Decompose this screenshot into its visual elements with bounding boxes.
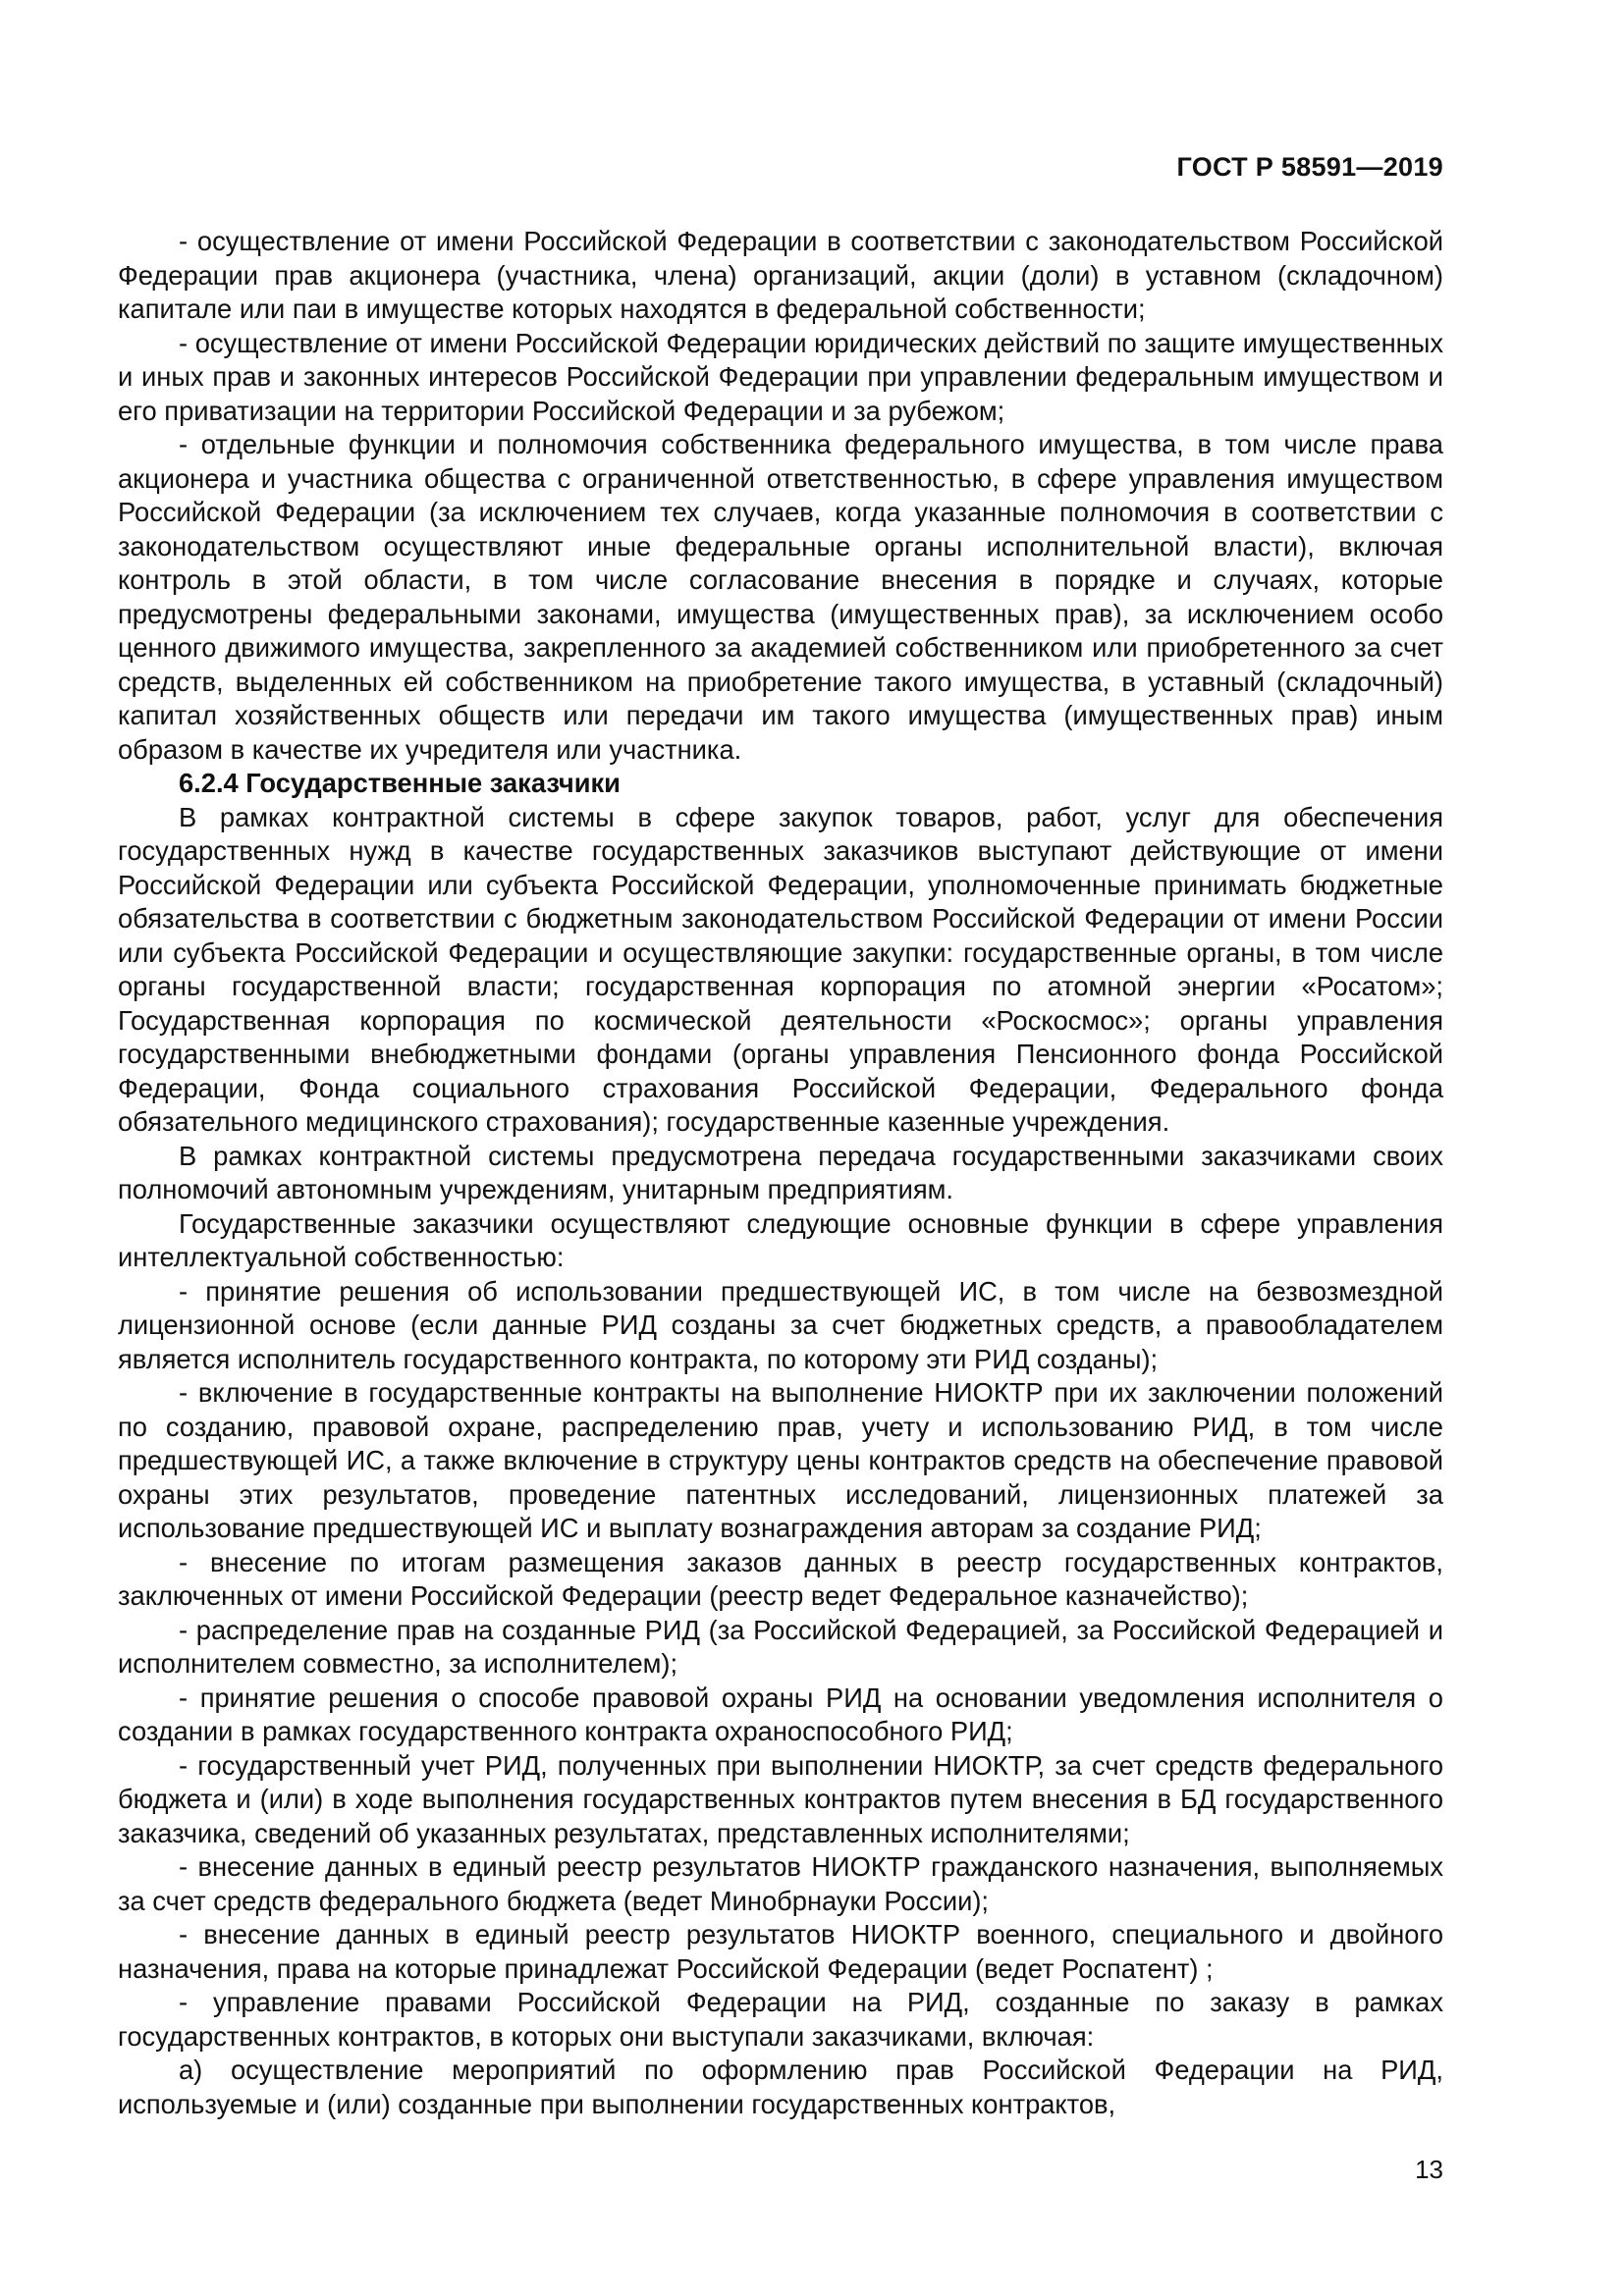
paragraph: - принятие решения о способе правовой охраны РИД на основании уведомления исполнителя о создании в рамках государственного контракта охраноспособного РИД;: [118, 1682, 1443, 1746]
section-heading: 6.2.4 Государственные заказчики: [179, 768, 621, 798]
paragraph: - государственный учет РИД, полученных при выполнении НИОКТР, за счет средств федерального бюджета и (или) в ходе выполнения государственных контрактов путем внесения в БД государственного заказчика, сведений об указанных результатах, представленных исполнителями;: [118, 1749, 1443, 1848]
paragraph: - распределение прав на созданные РИД (за Российской Федерацией, за Российской Федерацией и исполнителем совместно, за исполнителем);: [118, 1614, 1443, 1679]
paragraph: - внесение данных в единый реестр результатов НИОКТР гражданского назначения, выполняемых за счет средств федерального бюджета (ведет Минобрнауки России);: [118, 1851, 1443, 1916]
paragraph: - включение в государственные контракты на выполнение НИОКТР при их заключении положений по созданию, правовой охране, распределению прав, учету и использованию РИД, в том числе предшествующей ИС, а также включение в структуру цены контрактов средств на обеспечение правовой охраны этих результатов, проведение патентных исследований, лицензионных платежей за использование предшествующей ИС и выплату вознаграждения авторам за создание РИД;: [118, 1377, 1443, 1543]
paragraph: - внесение по итогам размещения заказов данных в реестр государственных контрактов, заключенных от имени Российской Федерации (реестр ведет Федеральное казначейство);: [118, 1546, 1443, 1611]
paragraph: - управление правами Российской Федерации на РИД, созданные по заказу в рамках государственных контрактов, в которых они выступали заказчиками, включая:: [118, 1987, 1443, 2052]
paragraph: - принятие решения об использовании предшествующей ИС, в том числе на безвозмездной лицензионной основе (если данные РИД созданы за счет бюджетных средств, а правообладателем является исполнитель государственного контракта, по которому эти РИД созданы);: [118, 1275, 1443, 1374]
paragraph: - отдельные функции и полномочия собственника федерального имущества, в том числе права акционера и участника общества с ограниченной ответственностью, в сфере управления имуществом Российской Федерации (за исключением тех случаев, когда указанные полномочия в соответствии с законодательством осуществляют иные федеральные органы исполнительной власти), включая контроль в этой области, в том числе согласование внесения в порядке и случаях, которые предусмотрены федеральными законами, имущества (имущественных прав), за исключением особо ценного движимого имущества, закрепленного за академией собственником или приобретенного за счет средств, выделенных ей собственником на приобретение такого имущества, в уставный (складочный) капитал хозяйственных обществ или передачи им такого имущества (имущественных прав) иным образом в качестве их учредителя или участника.: [118, 429, 1443, 765]
paragraph: а) осуществление мероприятий по оформлению прав Российской Федерации на РИД, используемые и (или) созданные при выполнении государственных контрактов,: [118, 2055, 1443, 2119]
paragraph: - осуществление от имени Российской Федерации юридических действий по защите имущественных и иных прав и законных интересов Российской Федерации при управлении федеральным имуществом и его приватизации на территории Российской Федерации и за рубежом;: [118, 327, 1443, 426]
paragraph: Государственные заказчики осуществляют следующие основные функции в сфере управления интеллектуальной собственностью:: [118, 1207, 1443, 1272]
document-code-header: ГОСТ Р 58591—2019: [1176, 152, 1443, 182]
paragraph: В рамках контрактной системы в сфере закупок товаров, работ, услуг для обеспечения государственных нужд в качестве государственных заказчиков выступают действующие от имени Российской Федерации или субъекта Российской Федерации, уполномоченные принимать бюджетные обязательства в соответствии с бюджетным законодательством Российской Федерации от имени России или субъекта Российской Федерации и осуществляющие закупки: государственные органы, в том числе органы государственной власти; государственная корпорация по атомной энергии «Росатом»; Государственная корпорация по космической деятельности «Роскосмос»; органы управления государственными внебюджетными фондами (органы управления Пенсионного фонда Российской Федерации, Фонда социального страхования Российской Федерации, Федерального фонда обязательного медицинского страхования); государственные казенные учреждения.: [118, 801, 1443, 1137]
document-body: [118, 225, 1443, 2121]
paragraph: - внесение данных в единый реестр результатов НИОКТР военного, специального и двойного назначения, права на которые принадлежат Российской Федерации (ведет Роспатент) ;: [118, 1919, 1443, 1984]
paragraph: - осуществление от имени Российской Федерации в соответствии с законодательством Российской Федерации прав акционера (участника, члена) организаций, акции (доли) в уставном (складочном) капитале или паи в имуществе которых находятся в федеральной собственности;: [118, 226, 1443, 324]
paragraph: В рамках контрактной системы предусмотрена передача государственными заказчиками своих полномочий автономным учреждениям, унитарным предприятиям.: [118, 1140, 1443, 1204]
page-number: 13: [1415, 2155, 1443, 2184]
